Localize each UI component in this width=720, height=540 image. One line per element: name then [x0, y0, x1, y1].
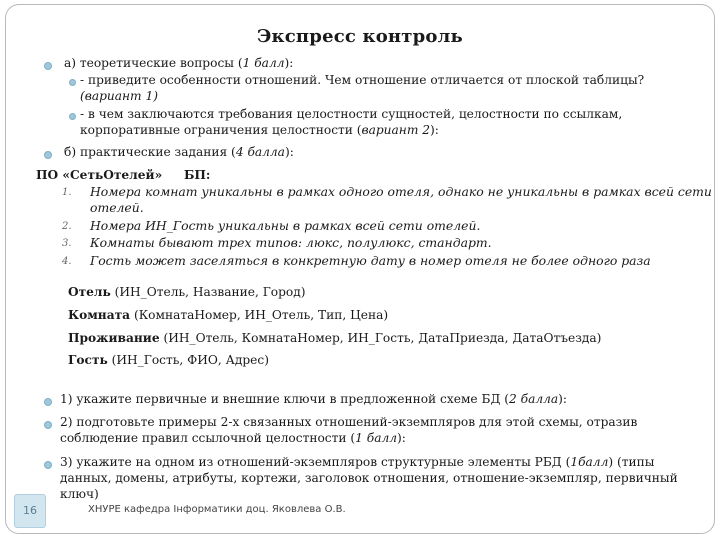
task-3-line3: ключ) — [60, 487, 99, 501]
footer-text: ХНУРЕ кафедра Інформатики доц. Яковлева О.В. — [88, 504, 346, 515]
schema-hotel: Отель (ИН_Отель, Название, Город) — [68, 285, 306, 299]
rule-number: 1. — [62, 187, 72, 198]
theory-q2-line2: корпоративные ограничения целостности (вариант 2): — [80, 123, 439, 137]
rule-4: Гость может заселяться в конкретную дату в номер отеля не более одного раза — [90, 253, 651, 268]
rule-1-line1: Номера комнат уникальны в рамках одного отеля, однако не уникальны в рамках всей сети — [90, 184, 712, 199]
schema-stay: Проживание (ИН_Отель, КомнатаНомер, ИН_Гость, ДатаПриезда, ДатаОтъезда) — [68, 331, 602, 345]
task-3-line1: 3) укажите на одном из отношений-экземпляров структурные элементы РБД (1балл) (типы — [60, 455, 655, 469]
bullet-icon — [44, 461, 52, 469]
theory-q1-line1: - приведите особенности отношений. Чем отношение отличается от плоской таблицы? — [80, 73, 645, 87]
task-2-line2: соблюдение правил ссылочной целостности (1 балл): — [60, 431, 406, 445]
task-3-line2: данных, домены, атрибуты, кортежи, заголовок отношения, отношение-экземпляр, первичный — [60, 471, 678, 485]
po-label: ПО «СетьОтелей» — [36, 168, 163, 182]
bp-label: БП: — [184, 168, 211, 182]
theory-q2-line1: - в чем заключаются требования целостности сущностей, целостности по ссылкам, — [80, 107, 623, 121]
task-1: 1) укажите первичные и внешние ключи в предложенной схеме БД (2 балла): — [60, 392, 568, 406]
task-2-line1: 2) подготовьте примеры 2-х связанных отношений-экземпляров для этой схемы, отразив — [60, 415, 638, 429]
rule-3: Комнаты бывают трех типов: люкс, полулюкс, стандарт. — [90, 235, 492, 250]
bullet-icon — [69, 113, 76, 120]
bullet-practice: б) практические задания (4 балла): — [64, 145, 294, 159]
slide-title: Экспресс контроль — [257, 26, 463, 47]
bullet-icon — [44, 398, 52, 406]
schema-guest: Гость (ИН_Гость, ФИО, Адрес) — [68, 353, 269, 367]
bullet-icon — [69, 79, 76, 86]
schema-room: Комната (КомнатаНомер, ИН_Отель, Тип, Цена) — [68, 308, 389, 322]
page-number: 16 — [14, 494, 46, 528]
bullet-icon — [44, 62, 52, 70]
rule-number: 3. — [62, 238, 72, 249]
theory-q1-line2: (вариант 1) — [80, 89, 158, 103]
bullet-theory: а) теоретические вопросы (1 балл): — [64, 56, 294, 70]
rule-2: Номера ИН_Гость уникальны в рамках всей сети отелей. — [90, 218, 481, 233]
bullet-icon — [44, 421, 52, 429]
rule-number: 4. — [62, 256, 72, 267]
rule-1-line2: отелей. — [90, 200, 144, 215]
rule-number: 2. — [62, 221, 72, 232]
bullet-icon — [44, 151, 52, 159]
